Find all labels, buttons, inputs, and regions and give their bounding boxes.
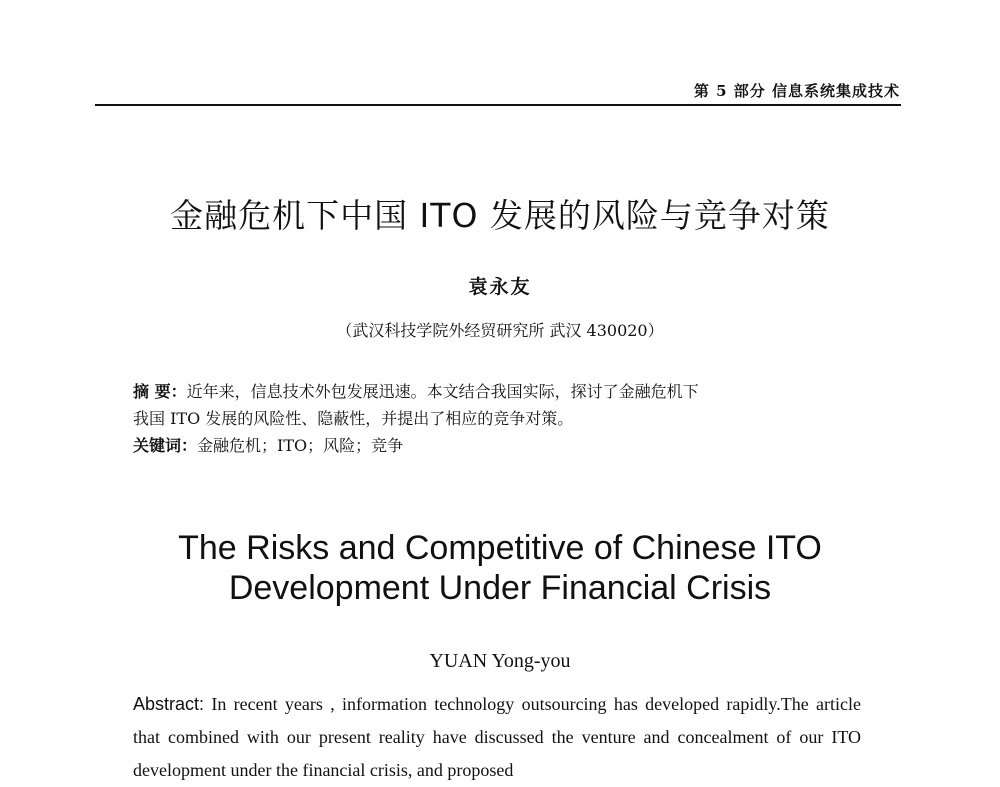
english-abstract-text: In recent years , information technology outsourcing has developed rapidly.The article that combined with our present reality have discussed the venture and concealment of our ITO development under the financial crisis, and proposed [133, 694, 861, 780]
chinese-author: 袁永友 [468, 276, 532, 298]
english-title-line2: Development Under Financial Crisis [228, 569, 772, 607]
chinese-affiliation: （武汉科技学院外经贸研究所 武汉 430020） [336, 321, 664, 340]
chinese-abstract-label: 摘 要： [133, 382, 187, 401]
chinese-abstract-text1: 近年来，信息技术外包发展迅速。本文结合我国实际，探讨了金融危机下 [186, 382, 699, 401]
chinese-keywords [133, 432, 873, 459]
english-author: YUAN Yong-you [429, 650, 571, 672]
chinese-title: 金融危机下中国 ITO 发展的风险与竞争对策 [170, 196, 830, 235]
chinese-keywords-text: 金融危机；ITO；风险；竞争 [197, 436, 404, 455]
english-abstract [133, 688, 861, 787]
chinese-abstract [133, 378, 873, 459]
chinese-abstract-line1 [133, 378, 873, 405]
chinese-keywords-label: 关键词： [133, 436, 198, 455]
running-header: 第 5 部分 信息系统集成技术 [693, 82, 900, 100]
english-title [0, 528, 1000, 608]
chinese-abstract-line2: 我国 ITO 发展的风险性、隐蔽性，并提出了相应的竞争对策。 [133, 409, 574, 428]
english-title-line1: The Risks and Competitive of Chinese ITO [178, 529, 822, 567]
header-rule [95, 104, 901, 106]
english-abstract-label: Abstract: [133, 694, 205, 714]
